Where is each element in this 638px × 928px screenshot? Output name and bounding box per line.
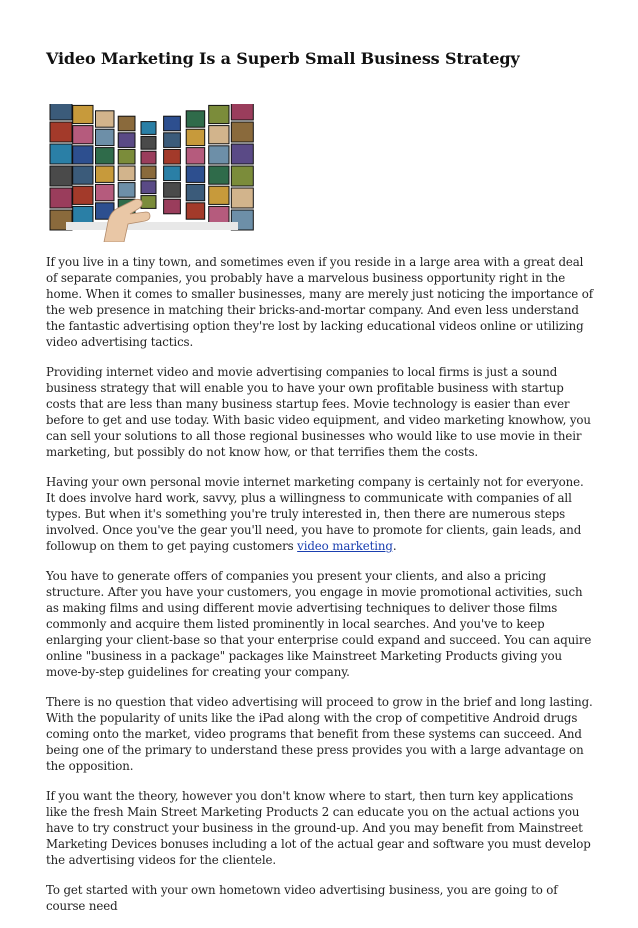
screen-tile — [209, 206, 229, 224]
screen-tile — [96, 148, 115, 164]
screen-tile — [164, 133, 181, 148]
screen-tile — [164, 183, 181, 198]
screen-tile — [96, 166, 115, 182]
screen-tile — [118, 133, 135, 148]
paragraph: There is no question that video advertising will proceed to grow in the brief and long lasting. With the popularity of units like the iPad along with the crop of competitive Android drugs coming onto the market, video programs that benefit from these systems can succeed. And being one of the primary to understand these press provides you with a large advantage on the opposition. — [46, 695, 593, 773]
screen-tile — [141, 181, 156, 194]
screen-tile — [118, 166, 135, 181]
screen-tile — [50, 122, 72, 142]
article-body — [46, 254, 594, 928]
screen-tile — [141, 122, 156, 135]
screen-tile — [73, 105, 93, 123]
paragraph: If you live in a tiny town, and sometimes even if you reside in a large area with a great deal of separate companies, you probably have a marvelous business opportunity right in the home. When it comes to smaller businesses, many are merely just noticing the importance of the web presence in matching their bricks-and-mortar company. And even less understand the fantastic advertising option they're lost by lacking educational videos online or utilizing video advertising tactics. — [46, 255, 593, 349]
screen-tile — [50, 144, 72, 164]
screen-tile — [73, 126, 93, 144]
screen-tile — [186, 203, 205, 219]
screen-tile — [73, 186, 93, 204]
screen-tile — [164, 116, 181, 131]
screen-tile — [50, 166, 72, 186]
screen-tile — [186, 148, 205, 164]
screen-tile — [209, 105, 229, 123]
screen-tile — [231, 188, 253, 208]
paragraph: You have to generate offers of companies you present your clients, and also a pricing structure. After you have your customers, you engage in movie promotional activities, such as making films and using different movie advertising techniques to deliver those films commonly and acquire them listed prominently in local searches. And you've to keep enlarging your client-base so that your enterprise could expand and succeed. You can aquire online "business in a package" packages like Mainstreet Marketing Products giving you move-by-step guidelines for creating your company. — [46, 569, 592, 679]
screen-tile — [164, 199, 181, 214]
screen-tile — [73, 146, 93, 164]
screen-tile — [186, 184, 205, 200]
screen-tile — [50, 104, 72, 120]
page-title: Video Marketing Is a Superb Small Business Strategy — [46, 49, 520, 68]
screen-tile — [186, 129, 205, 145]
video-wall-image — [46, 104, 258, 242]
screen-tile — [209, 186, 229, 204]
paragraph: If you want the theory, however you don't know where to start, then turn key applications like the fresh Main Street Marketing Products 2 can educate you on the actual actions you have to try construct your business in the ground-up. And you may benefit from Mainstreet Marketing Devices bonuses including a lot of the actual gear and software you must develop the advertising videos for the clientele. — [46, 789, 591, 867]
screen-tile — [118, 183, 135, 198]
screen-tile — [231, 122, 253, 142]
screen-tile — [141, 196, 156, 209]
video-marketing-link[interactable]: video marketing — [297, 539, 393, 553]
screen-tile — [141, 151, 156, 164]
screen-tile — [231, 104, 253, 120]
screen-tile — [209, 166, 229, 184]
screen-tile — [118, 116, 135, 131]
paragraph: Providing internet video and movie advertising companies to local firms is just a sound business strategy that will enable you to have your own profitable business with startup costs that are less than many business startup fees. Movie technology is easier than ever before to get and use today. With basic video equipment, and video marketing knowhow, you can sell your solutions to all those regional businesses who would like to use movie in their marketing, but possibly do not know how, or that terrifies them the costs. — [46, 365, 591, 459]
screen-tile — [209, 146, 229, 164]
screen-tile — [118, 149, 135, 164]
screen-tile — [186, 111, 205, 127]
screen-tile — [141, 136, 156, 149]
paragraph: To get started with your own hometown video advertising business, you are going to of course need — [46, 883, 558, 913]
paragraph-text: Having your own personal movie internet marketing company is certainly not for everyone. It does involve hard work, savvy, plus a willingness to communicate with companies of all types. But when it's something you're truly interested in, then there are numerous steps involved. Once you've the gear you'll need, you have to promote for clients, gain leads, and followup on them to get paying customers — [46, 475, 584, 553]
screen-tile — [231, 144, 253, 164]
screen-tile — [50, 188, 72, 208]
screen-tile — [186, 166, 205, 182]
screen-tile — [73, 166, 93, 184]
screen-tile — [164, 149, 181, 164]
paragraph-text: . — [392, 539, 397, 553]
screen-tile — [231, 166, 253, 186]
paragraph — [46, 474, 594, 554]
screen-tile — [96, 184, 115, 200]
floor-reflection — [66, 222, 238, 230]
screen-tile — [164, 166, 181, 181]
screen-tile — [209, 126, 229, 144]
screen-tile — [96, 111, 115, 127]
video-wall-icon — [46, 104, 258, 242]
screen-tile — [96, 129, 115, 145]
screen-tile — [73, 206, 93, 224]
screen-tile — [141, 166, 156, 179]
